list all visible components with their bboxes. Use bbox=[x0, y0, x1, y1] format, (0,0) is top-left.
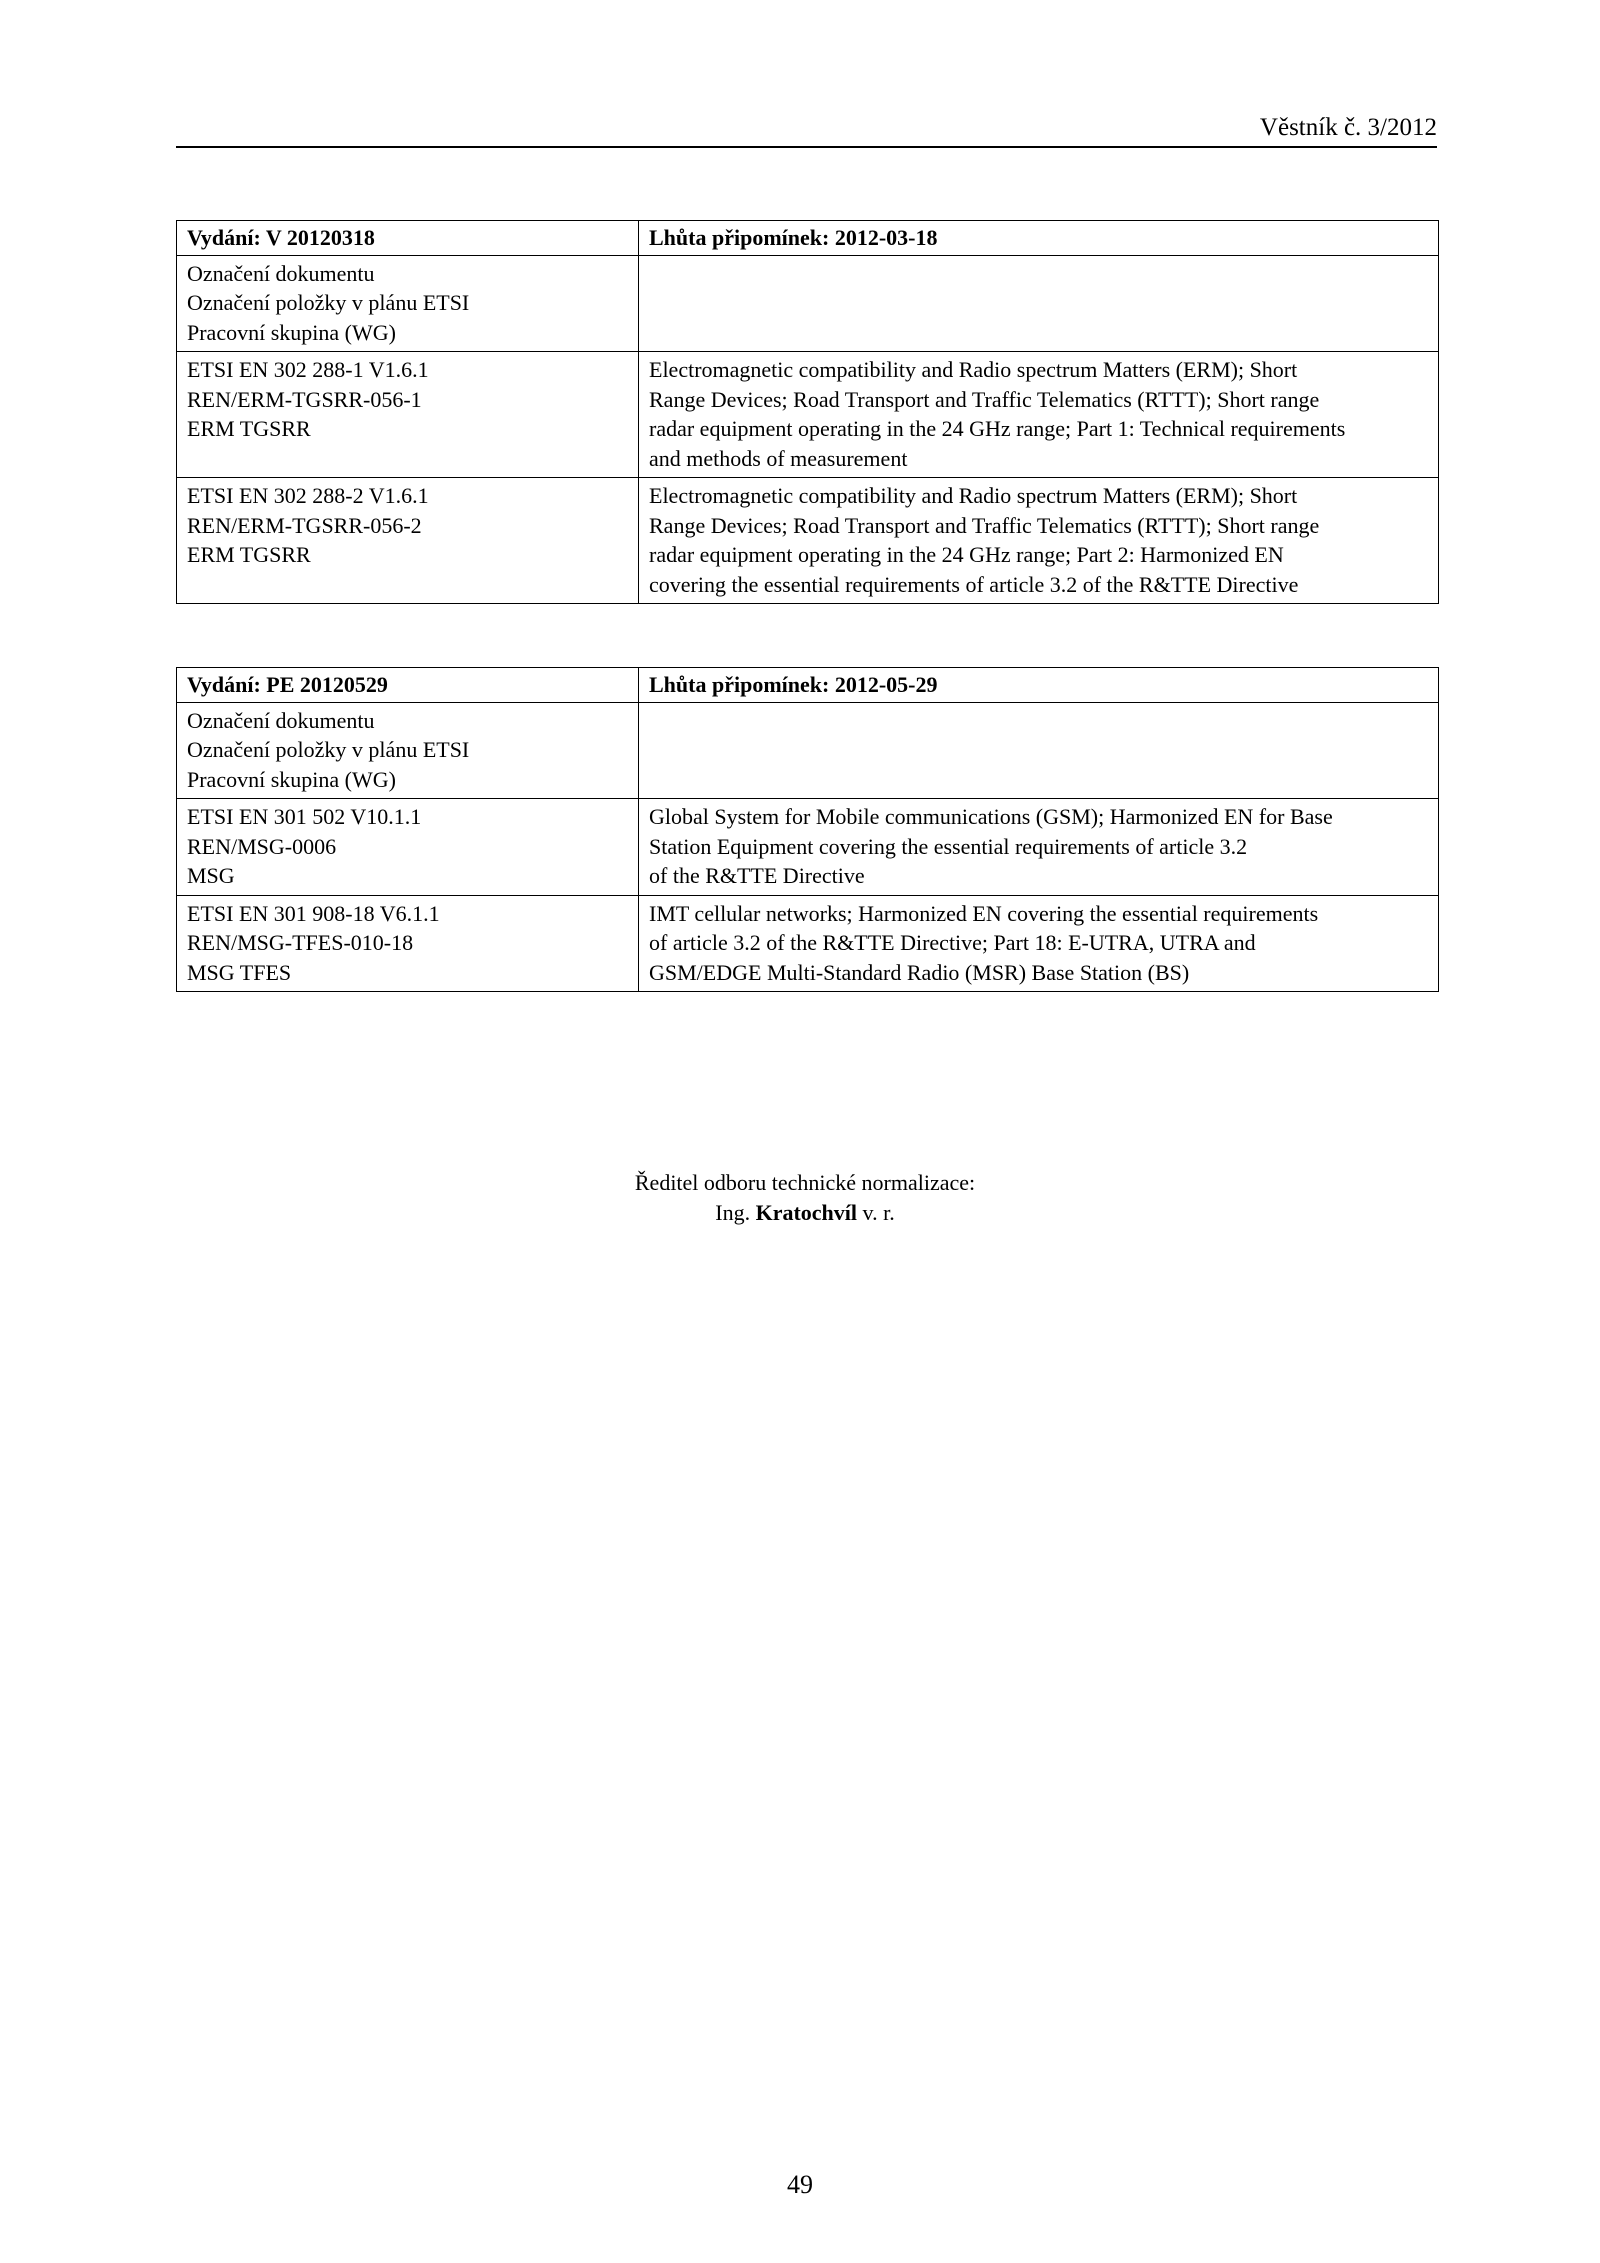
column-labels-cell bbox=[177, 702, 639, 799]
label-document-designation: Označení dokumentu bbox=[187, 260, 375, 286]
work-item-ref: REN/MSG-TFES-010-18 bbox=[187, 930, 414, 955]
title-line: Station Equipment covering the essential requirements of article 3.2 bbox=[649, 833, 1248, 859]
label-document-designation: Označení dokumentu bbox=[187, 707, 375, 733]
signatory-title: Ředitel odboru technické normalizace: bbox=[634, 1170, 976, 1195]
table-header-row bbox=[177, 221, 1439, 256]
title-line: IMT cellular networks; Harmonized EN covering the essential requirements bbox=[649, 900, 1319, 926]
title-line: Electromagnetic compatibility and Radio spectrum Matters (ERM); Short bbox=[649, 357, 1298, 382]
work-item-ref: REN/ERM-TGSRR-056-2 bbox=[187, 512, 422, 538]
title-line: and methods of measurement bbox=[649, 445, 908, 471]
working-group: ERM TGSRR bbox=[187, 416, 311, 441]
title-line: covering the essential requirements of article 3.2 of the R&TTE Directive bbox=[649, 571, 1299, 597]
signatory-name: Kratochvíl bbox=[755, 1200, 858, 1225]
label-working-group: Pracovní skupina (WG) bbox=[187, 766, 396, 792]
title-line: radar equipment operating in the 24 GHz range; Part 2: Harmonized EN bbox=[649, 542, 1284, 567]
document-id-cell bbox=[177, 895, 639, 992]
title-line: Global System for Mobile communications (GSM); Harmonized EN for Base bbox=[649, 804, 1333, 829]
document-number: ETSI EN 302 288-1 V1.6.1 bbox=[187, 357, 429, 382]
comment-deadline-cell: Lhůta připomínek: 2012-05-29 bbox=[639, 668, 1439, 703]
empty-cell bbox=[639, 702, 1439, 799]
document-number: ETSI EN 302 288-2 V1.6.1 bbox=[187, 483, 429, 508]
title-line: of the R&TTE Directive bbox=[649, 863, 865, 888]
table-row bbox=[177, 895, 1439, 992]
working-group: MSG TFES bbox=[187, 959, 292, 985]
title-line: Range Devices; Road Transport and Traffic Telematics (RTTT); Short range bbox=[649, 386, 1320, 412]
document-title-cell bbox=[639, 352, 1439, 478]
title-line: radar equipment operating in the 24 GHz range; Part 1: Technical requirements bbox=[649, 416, 1346, 441]
running-header: Věstník č. 3/2012 bbox=[1259, 114, 1437, 141]
standards-table-1 bbox=[176, 220, 1439, 604]
document-number: ETSI EN 301 502 V10.1.1 bbox=[187, 804, 422, 829]
signatory-line bbox=[0, 1198, 1600, 1228]
work-item-ref: REN/ERM-TGSRR-056-1 bbox=[187, 386, 422, 412]
table-row bbox=[177, 478, 1439, 604]
table-row bbox=[177, 352, 1439, 478]
comment-deadline-cell: Lhůta připomínek: 2012-03-18 bbox=[639, 221, 1439, 256]
signatory-prefix: Ing. bbox=[715, 1200, 751, 1225]
title-line: Electromagnetic compatibility and Radio spectrum Matters (ERM); Short bbox=[649, 483, 1298, 508]
label-working-group: Pracovní skupina (WG) bbox=[187, 319, 396, 345]
label-etsi-work-item: Označení položky v plánu ETSI bbox=[187, 737, 470, 762]
document-title-cell bbox=[639, 478, 1439, 604]
working-group: ERM TGSRR bbox=[187, 542, 311, 567]
signature-block bbox=[0, 1168, 1600, 1228]
table-header-row bbox=[177, 668, 1439, 703]
document-number: ETSI EN 301 908-18 V6.1.1 bbox=[187, 900, 440, 926]
column-labels-row bbox=[177, 702, 1439, 799]
document-id-cell bbox=[177, 352, 639, 478]
table-row bbox=[177, 799, 1439, 896]
empty-cell bbox=[639, 255, 1439, 352]
signatory-suffix: v. r. bbox=[862, 1200, 895, 1225]
edition-cell: Vydání: V 20120318 bbox=[177, 221, 639, 256]
work-item-ref: REN/MSG-0006 bbox=[187, 833, 337, 859]
standards-table-2 bbox=[176, 667, 1439, 992]
edition-cell: Vydání: PE 20120529 bbox=[177, 668, 639, 703]
column-labels-row bbox=[177, 255, 1439, 352]
document-title-cell bbox=[639, 799, 1439, 896]
column-labels-cell bbox=[177, 255, 639, 352]
document-id-cell bbox=[177, 478, 639, 604]
label-etsi-work-item: Označení položky v plánu ETSI bbox=[187, 290, 470, 315]
header-divider bbox=[176, 146, 1437, 148]
page-number: 49 bbox=[787, 2170, 813, 2199]
working-group: MSG bbox=[187, 863, 235, 888]
title-line: Range Devices; Road Transport and Traffic Telematics (RTTT); Short range bbox=[649, 512, 1320, 538]
document-id-cell bbox=[177, 799, 639, 896]
title-line: of article 3.2 of the R&TTE Directive; Part 18: E-UTRA, UTRA and bbox=[649, 930, 1256, 955]
title-line: GSM/EDGE Multi-Standard Radio (MSR) Base Station (BS) bbox=[649, 959, 1190, 985]
document-title-cell bbox=[639, 895, 1439, 992]
